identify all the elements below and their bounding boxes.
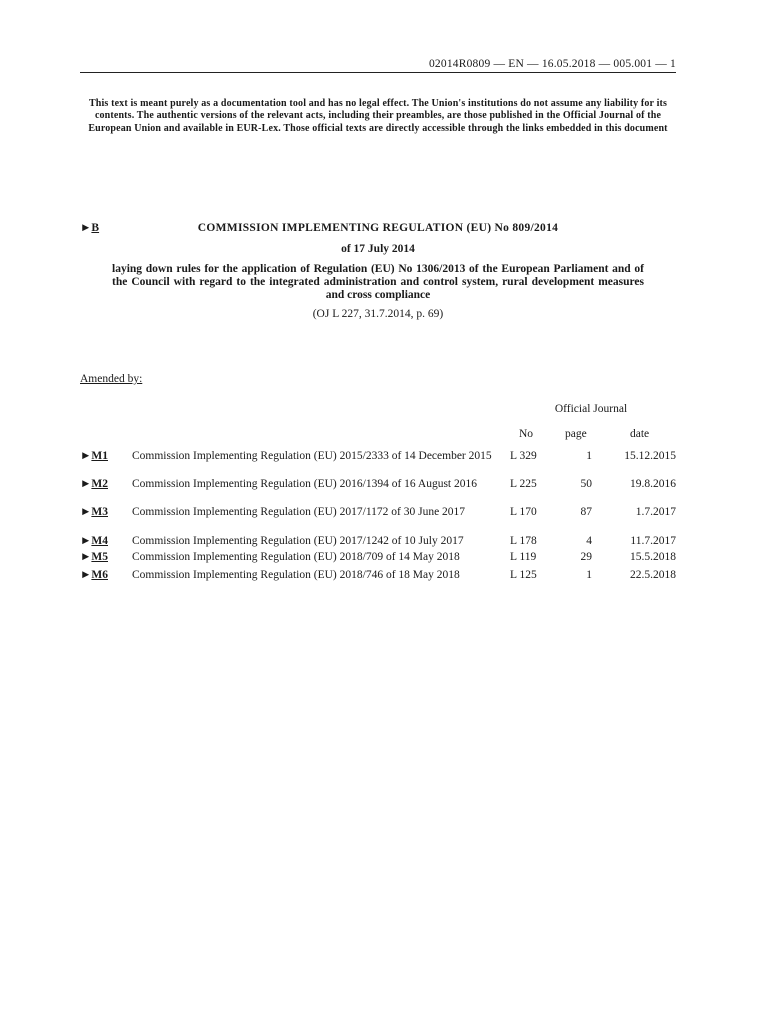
- oj-page: 29: [580, 551, 592, 563]
- oj-date: 1.7.2017: [635, 506, 676, 518]
- oj-page: 1: [586, 450, 592, 462]
- oj-page: 50: [580, 478, 592, 490]
- amended-by-label: Amended by:: [80, 373, 143, 385]
- amendment-marker[interactable]: [80, 450, 108, 462]
- oj-number: L 119: [510, 551, 537, 563]
- oj-date: 15.12.2015: [624, 450, 676, 462]
- amendment-link[interactable]: M5: [91, 551, 108, 563]
- amendment-marker[interactable]: [80, 478, 108, 490]
- amending-act-title: Commission Implementing Regulation (EU) 2017/1172 of 30 June 2017: [132, 506, 466, 518]
- amendment-marker[interactable]: [80, 506, 108, 518]
- amending-act-title: Commission Implementing Regulation (EU) 2018/709 of 14 May 2018: [132, 551, 460, 563]
- arrow-right-icon: ►: [80, 551, 92, 563]
- amending-act-title: Commission Implementing Regulation (EU) 2016/1394 of 16 August 2016: [132, 478, 477, 490]
- amendment-link[interactable]: M2: [91, 478, 108, 490]
- official-journal-column-header: Official Journal: [554, 403, 628, 415]
- amendment-link[interactable]: M3: [91, 506, 108, 518]
- arrow-right-icon: ►: [80, 450, 92, 462]
- legal-disclaimer: This text is meant purely as a documentation tool and has no legal effect. The Union's institutions do not assume any liability for its contents. The authentic versions of the relevant acts, including their preambles, are those published in the Official Journal of the European Union and available in EUR-Lex. Those official texts are directly accessible through the links embedded in this document: [88, 98, 668, 134]
- amendment-link[interactable]: M1: [91, 450, 108, 462]
- oj-number: L 329: [510, 450, 537, 462]
- oj-number: L 178: [510, 535, 537, 547]
- oj-page: 1: [586, 569, 592, 581]
- amending-act-title: Commission Implementing Regulation (EU) 2018/746 of 18 May 2018: [132, 569, 460, 581]
- base-act-link[interactable]: B: [91, 222, 100, 234]
- arrow-right-icon: ►: [80, 478, 92, 490]
- oj-date: 19.8.2016: [630, 478, 676, 490]
- amendment-marker[interactable]: [80, 535, 108, 547]
- amendment-marker[interactable]: [80, 569, 108, 581]
- official-journal-reference: (OJ L 227, 31.7.2014, p. 69): [312, 308, 444, 320]
- amendment-link[interactable]: M4: [91, 535, 108, 547]
- oj-date: 15.5.2018: [630, 551, 676, 563]
- regulation-title: COMMISSION IMPLEMENTING REGULATION (EU) No 809/2014: [197, 222, 559, 234]
- amendment-marker[interactable]: [80, 551, 108, 563]
- regulation-date: of 17 July 2014: [341, 243, 415, 255]
- arrow-right-icon: ►: [80, 569, 92, 581]
- oj-date: 11.7.2017: [630, 535, 676, 547]
- amending-act-title: Commission Implementing Regulation (EU) 2017/1242 of 10 July 2017: [132, 535, 464, 547]
- arrow-right-icon: ►: [80, 222, 92, 234]
- column-header-page: page: [565, 428, 587, 440]
- arrow-right-icon: ►: [80, 506, 92, 518]
- amendment-link[interactable]: M6: [91, 569, 108, 581]
- column-header-date: date: [630, 428, 650, 440]
- amending-act-title: Commission Implementing Regulation (EU) 2015/2333 of 14 December 2015: [132, 450, 492, 462]
- oj-number: L 225: [510, 478, 537, 490]
- oj-number: L 170: [510, 506, 537, 518]
- oj-page: 87: [580, 506, 592, 518]
- oj-date: 22.5.2018: [630, 569, 676, 581]
- oj-page: 4: [586, 535, 592, 547]
- document-reference-header: 02014R0809 — EN — 16.05.2018 — 005.001 — 1: [80, 58, 676, 73]
- regulation-subtitle: laying down rules for the application of Regulation (EU) No 1306/2013 of the European Parliament and of the Council with regard to the integrated administration and control system, rural development measures and cross compliance: [112, 263, 644, 301]
- arrow-right-icon: ►: [80, 535, 92, 547]
- column-header-no: No: [519, 428, 534, 440]
- oj-number: L 125: [510, 569, 537, 581]
